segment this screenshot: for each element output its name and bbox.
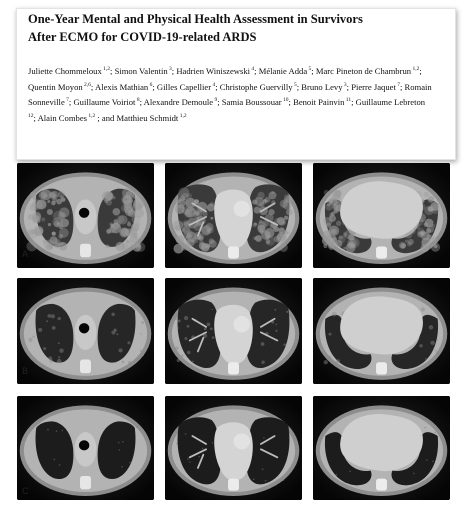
author-affiliation: 12 [28,112,34,119]
title-line-1: One-Year Mental and Physical Health Assessment in Survivors [28,12,363,26]
author-affiliation: 7 [64,97,69,103]
author-affiliation: 6 [148,81,153,88]
author-affiliation: 4 [211,81,216,88]
author-name: Gilles Capellier [156,81,212,92]
author-name: Samia Boussouar [221,97,282,107]
author-name: Simon Valentin [114,66,168,76]
row-label-b: B [22,366,29,376]
author-name: Alain Combes [37,112,87,123]
author-name: Matthieu Schmidt [116,112,179,123]
author-name: Juliette Chommeloux [28,66,102,76]
author-name: Guillaume Lebreton [355,97,426,107]
author-affiliation: 4 [250,66,255,72]
author-affiliation: 1,2 [101,66,111,72]
row-label-c: C [22,486,29,496]
author-name: Romain Sonneville [28,81,432,107]
author-list: Juliette Chommeloux $^{1,2}$; Simon Valentin $^3$; Hadrien Winiszewski $^4$; Mélanie Adda $^5$; Marc Pineton de Chambrun $^{1,2}$; Quentin Moyon $^{2,6}$; Alexis Mathian $^6$; Gilles Capellier $^4$; Christophe Guervilly $^5$; Bruno Levy $^3$; Pierre Jaquet $^7$; Romain Sonneville $^7$; Guillaume Voiriot $^8$; Alexandre Demoule $^9$; Samia Boussouar $^{10}$; Benoit Painvin $^{11}$; Guillaume Lebreton $^{12}$; Alain Combes $^{1,2}$ ; and Matthieu Schmidt $^{1,2}$ [28,66,432,123]
author-affiliation: 8 [135,97,140,103]
ct-scan-image [313,278,450,384]
author-name: Pierre Jaquet [351,81,396,92]
ct-scan-image [165,163,302,268]
paper-title [28,10,428,46]
author-affiliation: 3 [342,81,347,88]
ct-scan-image [17,396,154,500]
ct-scan-image [313,163,450,268]
author-affiliation: 5 [307,66,312,72]
author-affiliation: 9 [213,97,218,103]
author-affiliation: 3 [167,66,172,72]
author-affiliation: 5 [292,81,297,88]
author-name: Marc Pineton de Chambrun [315,66,412,76]
ct-scan-image [313,396,450,500]
ct-scan-image [17,278,154,384]
author-name: Alexandre Demoule [143,97,214,107]
author-name: Mélanie Adda [258,66,308,76]
author-name: Guillaume Voiriot [73,97,136,107]
title-line-2: After ECMO for COVID-19-related ARDS [28,30,257,44]
author-affiliation: 11 [344,97,352,103]
ct-scan-image [17,163,154,268]
author-name: Hadrien Winiszewski [176,66,251,76]
author-affiliation: 10 [281,97,289,103]
author-name: Benoit Painvin [293,97,345,107]
author-affiliation: 1,2 [86,112,96,119]
author-affiliation: 7 [395,81,400,88]
author-affiliation: 1,2 [411,66,420,72]
author-affiliation: 1,2 [178,112,187,119]
author-name: Bruno Levy [301,81,343,92]
author-name: Alexis Mathian [94,81,149,92]
author-name: Quentin Moyon [28,81,83,92]
row-label-a: A [22,249,29,259]
author-affiliation: 2,6 [82,81,91,88]
ct-scan-image [165,396,302,500]
author-name: Christophe Guervilly [219,81,293,92]
ct-scan-image [165,278,302,384]
